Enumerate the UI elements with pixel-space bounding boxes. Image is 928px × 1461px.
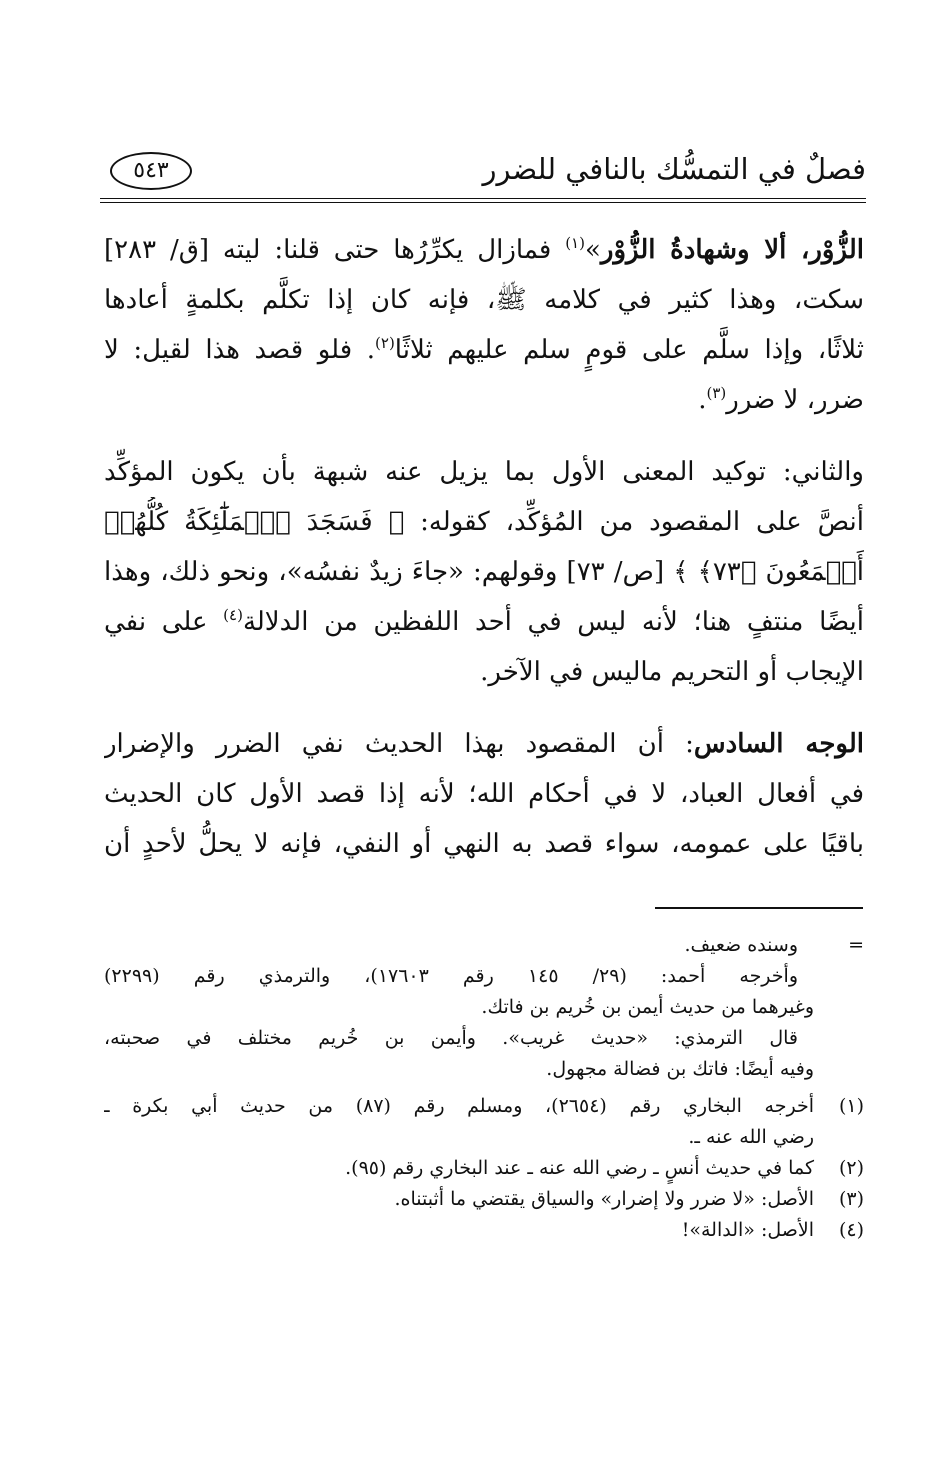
- footnote-3: [104, 1184, 864, 1215]
- footnote-ref-4: (٤): [223, 606, 243, 624]
- text-line: والثاني: توكيد المعنى الأول بما يزيل عنه شبهة بأن يكون المؤكِّد: [104, 457, 864, 487]
- text-line: [104, 225, 864, 275]
- footnote-text: أخرجه البخاري رقم (٢٦٥٤)، ومسلم رقم (٨٧) من حديث أبي بكرة ـ: [104, 1095, 814, 1117]
- footnote-number: (٤): [838, 1219, 864, 1241]
- text-run: على نفي: [104, 607, 224, 637]
- main-text: [104, 225, 864, 869]
- footnote-ref-3: (٣): [706, 384, 727, 402]
- page-header: [100, 150, 866, 196]
- footnote-text: الأصل: «لا ضرر ولا إضرار» والسياق يقتضي ما أثبتناه.: [394, 1188, 814, 1210]
- text-line: [104, 325, 864, 375]
- footnote-continuation: [104, 930, 864, 961]
- text-line: [104, 719, 864, 769]
- footnote-text: كما في حديث أنسٍ ـ رضي الله عنه ـ عند البخاري رقم (٩٥).: [345, 1157, 814, 1179]
- text-line: باقيًا على عمومه، سواء قصد به النهي أو النفي، فإنه لا يحلُّ لأحدٍ أن: [104, 829, 864, 859]
- text-run: .: [698, 385, 707, 415]
- text-run: . فلو قصد هذا لقيل: لا: [104, 335, 376, 365]
- quote-text: الزُّوْر، ألا وشهادةُ الزُّوْر: [600, 235, 864, 265]
- footnote-ref-1: (١): [565, 234, 585, 252]
- page-number: ٥٤٣: [110, 152, 192, 190]
- text-line: [104, 375, 864, 425]
- footnote-continuation: [104, 1054, 864, 1085]
- text-line: [104, 597, 864, 647]
- section-heading: الوجه السادس: [693, 729, 864, 759]
- running-title: فصلٌ في التمسُّك بالنافي للضرر: [482, 152, 866, 186]
- footnote-number: (١): [838, 1095, 864, 1117]
- footnote-1-cont: [104, 1122, 864, 1153]
- text-run: أيضًا منتفٍ هنا؛ لأنه ليس في أحد اللفظين من الدلالة: [242, 607, 864, 637]
- footnote-continuation: [104, 1023, 864, 1054]
- footnote-4: [104, 1215, 864, 1246]
- footnote-text: الأصل: «الدالة»!: [681, 1219, 814, 1241]
- text-line: سكت، وهذا كثير في كلامه ﷺ، فإنه كان إذا تكلَّم بكلمةٍ أعادها: [104, 285, 864, 315]
- footnote-continuation: [104, 961, 864, 992]
- footnote-text: رضي الله عنه ـ.: [688, 1126, 814, 1148]
- header-rule: [100, 202, 866, 203]
- text-run: فمازال يكرِّرُها حتى قلنا: ليته [ق/ ٢٨٣]: [104, 235, 566, 265]
- footnotes: [104, 930, 864, 1246]
- footnote-text: وسنده ضعيف.: [684, 934, 798, 956]
- text-line: الإيجاب أو التحريم ماليس في الآخر.: [480, 657, 864, 687]
- text-run: ثلاثًا، وإذا سلَّم على قومٍ سلم عليهم ثلاثًا: [394, 335, 864, 365]
- text-line: في أفعال العباد، لا في أحكام الله؛ لأنه إذا قصد الأول كان الحديث: [104, 779, 864, 809]
- continuation-marker: =: [848, 934, 864, 956]
- footnote-text: وغيرهما من حديث أيمن بن خُريم بن فاتك.: [481, 996, 814, 1018]
- footnote-number: (٣): [838, 1188, 864, 1210]
- footnote-text: وفيه أيضًا: فاتك بن فضالة مجهول.: [546, 1058, 814, 1080]
- footnote-1: [104, 1091, 864, 1122]
- footnote-continuation: [104, 992, 864, 1023]
- footnote-text: وأخرجه أحمد: (٢٩/ ١٤٥ رقم ١٧٦٠٣)، والترمذي رقم (٢٢٩٩): [104, 965, 798, 987]
- footnote-number: (٢): [838, 1157, 864, 1179]
- quote-mark: »: [584, 235, 601, 265]
- footnote-text: قال الترمذي: «حديث غريب». وأيمن بن خُريم مختلف في صحبته،: [104, 1027, 798, 1049]
- text-line: أنصَّ على المقصود من المُؤكِّد، كقوله: ﴿ فَسَجَدَ ٱلۡمَلَٰٓئِكَةُ كُلُّهُمۡ: [104, 507, 864, 537]
- footnote-separator: [655, 907, 863, 909]
- text-line: أَجۡمَعُونَ ﴿٧٣﴾ ﴾ [ص/ ٧٣] وقولهم: «جاءَ زيدٌ نفسُه»، ونحو ذلك، وهذا: [104, 557, 864, 587]
- text-run: ضرر، لا ضرر: [726, 385, 864, 415]
- footnote-2: [104, 1153, 864, 1184]
- header-rule: [100, 198, 866, 199]
- text-run: : أن المقصود بهذا الحديث نفي الضرر والإضرار: [104, 729, 694, 759]
- footnote-ref-2: (٢): [375, 334, 395, 352]
